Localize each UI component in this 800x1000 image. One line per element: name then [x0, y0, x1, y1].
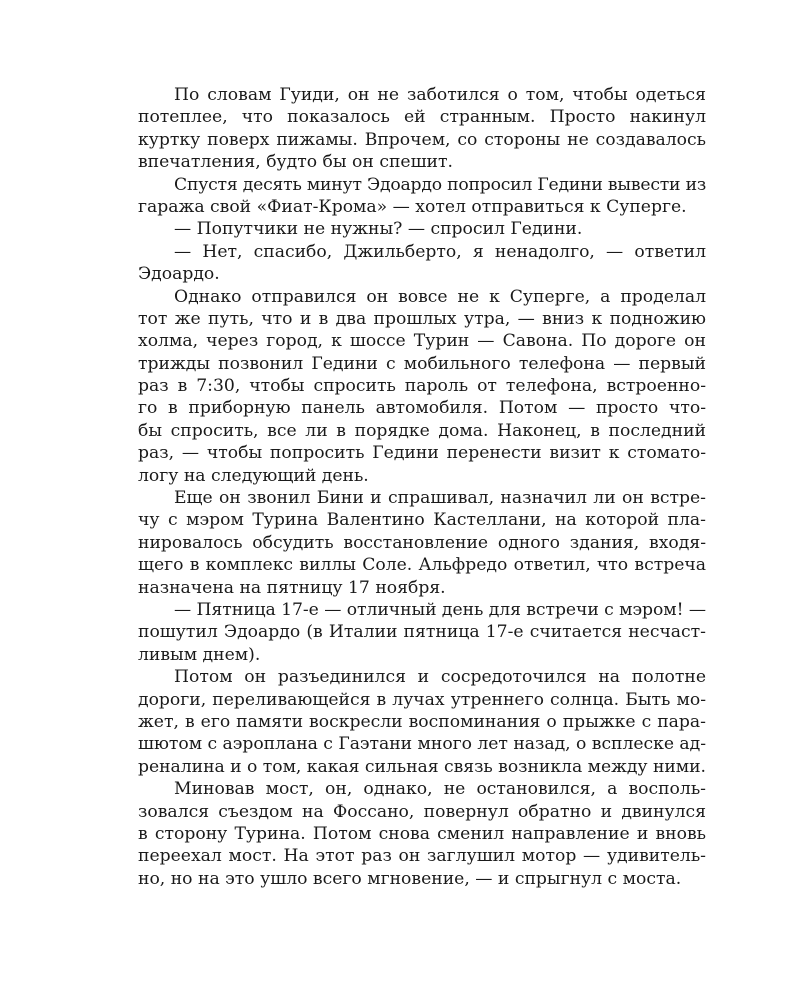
text-line: зовался съездом на Фоссано, повернул обратно и двинулся	[138, 801, 706, 822]
text-line: но, но на это ушло всего мгновение, — и спрыгнул с моста.	[138, 868, 682, 889]
text-line: Потом он разъединился и сосредоточился на полотне	[174, 667, 706, 688]
text-line: Спустя десять минут Эдоардо попросил Гедини вывести из	[174, 174, 706, 195]
text-line: впечатления, будто бы он спешит.	[138, 152, 453, 173]
page-body	[138, 84, 706, 890]
text-line: куртку поверх пижамы. Впрочем, со стороны не создавалось	[138, 129, 706, 150]
text-line: шютом с аэроплана с Гаэтани много лет назад, о всплеске ад-	[138, 734, 706, 755]
text-line: в сторону Турина. Потом снова сменил направление и вновь	[138, 823, 706, 844]
text-line: щего в комплекс виллы Соле. Альфредо ответил, что встреча	[138, 555, 706, 576]
text-line: жет, в его памяти воскресли воспоминания о прыжке с пара-	[138, 711, 706, 732]
text-line: холма, через город, к шоссе Турин — Савона. По дороге он	[138, 331, 706, 352]
text-line: Еще он звонил Бини и спрашивал, назначил ли он встре-	[174, 488, 706, 509]
text-line: реналина и о том, какая сильная связь возникла между ними.	[138, 756, 706, 777]
text-line: пошутил Эдоардо (в Италии пятница 17-е считается несчаст-	[138, 622, 706, 643]
text-line: дороги, переливающейся в лучах утреннего солнца. Быть мо-	[138, 689, 706, 710]
paragraph	[138, 84, 706, 174]
text-line: тот же путь, что и в два прошлых утра, — вниз к подножию	[138, 308, 706, 329]
text-line: назначена на пятницу 17 ноября.	[138, 577, 446, 598]
text-line: Эдоардо.	[138, 264, 220, 285]
text-line: бы спросить, все ли в порядке дома. Наконец, в последний	[138, 420, 706, 441]
text-line: Миновав мост, он, однако, не остановился, а восполь-	[174, 779, 706, 800]
paragraph	[138, 218, 706, 240]
text-line: чу с мэром Турина Валентино Кастеллани, на которой пла-	[138, 510, 706, 531]
text-line: раз в 7:30, чтобы спросить пароль от телефона, встроенно-	[138, 376, 706, 397]
text-line: — Пятница 17-е — отличный день для встречи с мэром! —	[174, 599, 706, 620]
text-line: переехал мост. На этот раз он заглушил мотор — удивитель-	[138, 846, 706, 867]
text-line: го в приборную панель автомобиля. Потом — просто что-	[138, 398, 706, 419]
paragraph	[138, 599, 706, 666]
text-line: раз, — чтобы попросить Гедини перенести визит к стомато-	[138, 443, 706, 464]
text-line: трижды позвонил Гедини с мобильного телефона — первый	[138, 353, 706, 374]
paragraph	[138, 241, 706, 286]
paragraph	[138, 174, 706, 219]
paragraph	[138, 778, 706, 890]
paragraph	[138, 487, 706, 599]
text-line: логу на следующий день.	[138, 465, 369, 486]
text-line: ливым днем).	[138, 644, 261, 665]
text-line: — Нет, спасибо, Джильберто, я ненадолго, — ответил	[174, 241, 706, 262]
paragraph	[138, 286, 706, 488]
text-line: гаража свой «Фиат-Крома» — хотел отправиться к Суперге.	[138, 196, 687, 217]
text-line: потеплее, что показалось ей странным. Просто накинул	[138, 107, 706, 128]
text-line: нировалось обсудить восстановление одного здания, входя-	[138, 532, 706, 553]
text-line: Однако отправился он вовсе не к Суперге, а проделал	[174, 286, 706, 307]
text-line: — Попутчики не нужны? — спросил Гедини.	[174, 219, 583, 240]
paragraph	[138, 666, 706, 778]
text-line: По словам Гуиди, он не заботился о том, чтобы одеться	[174, 85, 706, 105]
